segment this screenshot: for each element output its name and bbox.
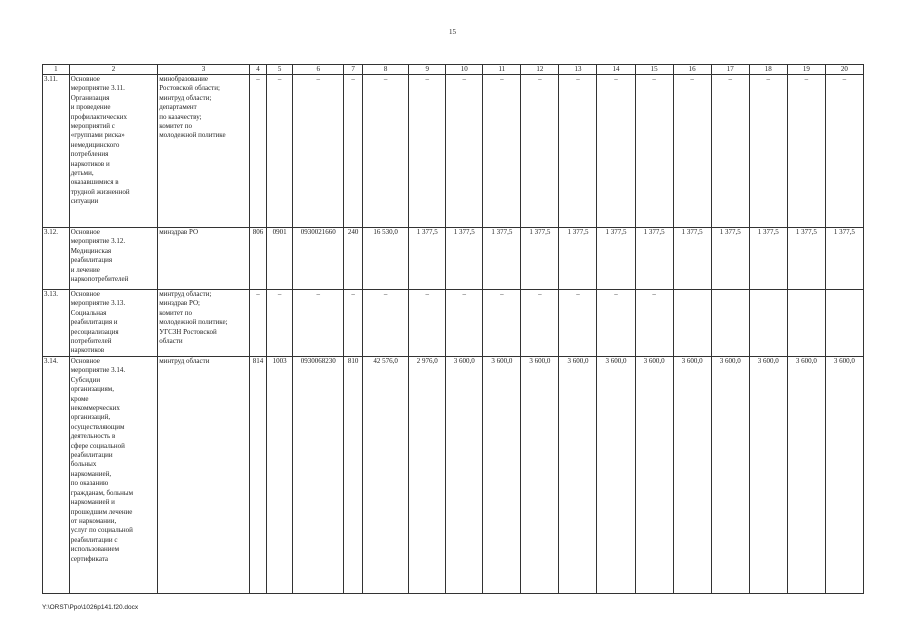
- table-cell: –: [597, 75, 635, 228]
- row-number: 3.13.: [43, 290, 70, 357]
- row-number: 3.14.: [43, 357, 70, 594]
- column-header: 8: [362, 65, 408, 75]
- table-cell: –: [344, 290, 363, 357]
- table-cell: 0901: [267, 228, 293, 290]
- table-cell: 42 576,0: [362, 357, 408, 594]
- table-cell: –: [249, 290, 266, 357]
- table-cell: 0930068230: [292, 357, 343, 594]
- column-header: 9: [409, 65, 446, 75]
- executor: минздрав РО: [158, 228, 250, 290]
- table-cell: –: [559, 290, 597, 357]
- executor: минобразование Ростовской области; минтруд области; департамент по казачеству; комитет по молодежной политике: [158, 75, 250, 228]
- table-cell: 3 600,0: [711, 357, 749, 594]
- table-cell: 1 377,5: [673, 228, 711, 290]
- table-cell: 1 377,5: [749, 228, 787, 290]
- program-table: [42, 64, 864, 594]
- page-number: 15: [449, 28, 456, 36]
- table-cell: 3 600,0: [825, 357, 863, 594]
- column-header: 20: [825, 65, 863, 75]
- column-header: 15: [635, 65, 673, 75]
- table-cell: 1 377,5: [635, 228, 673, 290]
- table-cell: –: [521, 75, 559, 228]
- table-cell: 3 600,0: [483, 357, 521, 594]
- column-header: 19: [787, 65, 825, 75]
- measure-name: Основное мероприятие 3.11. Организация и проведение профилактических мероприятий с «группами риска» немедицинского потребления наркотиков и детьми, оказавшимися в трудной жизненной ситуации: [69, 75, 157, 228]
- table-cell: –: [635, 290, 673, 357]
- measure-name: Основное мероприятие 3.14. Субсидии организациям, кроме некоммерческих организаций, осуществляющим деятельность в сфере социальной реабилитации больных наркоманией, по оказанию гражданам, больным наркоманией и прошедшим лечение от наркомании, услуг по социальной реабилитации с использованием сертификата: [69, 357, 157, 594]
- table-row: [43, 357, 864, 594]
- table-cell: 3 600,0: [446, 357, 483, 594]
- table-cell: 0930021660: [292, 228, 343, 290]
- table-cell: –: [344, 75, 363, 228]
- table-cell: –: [292, 75, 343, 228]
- column-header: 11: [483, 65, 521, 75]
- measure-name: Основное мероприятие 3.12. Медицинская реабилитация и лечение наркопотребителей: [69, 228, 157, 290]
- table-cell: 3 600,0: [559, 357, 597, 594]
- table-cell: 1 377,5: [446, 228, 483, 290]
- table-cell: 1 377,5: [483, 228, 521, 290]
- table-cell: –: [559, 75, 597, 228]
- table-cell: –: [749, 75, 787, 228]
- column-header: 4: [249, 65, 266, 75]
- measure-name: Основное мероприятие 3.13. Социальная реабилитация и ресоциализация потребителей наркотиков: [69, 290, 157, 357]
- table-row: [43, 75, 864, 228]
- table-cell: 814: [249, 357, 266, 594]
- table-cell: [673, 290, 711, 357]
- table-cell: 3 600,0: [597, 357, 635, 594]
- table-cell: –: [267, 75, 293, 228]
- table-cell: –: [362, 75, 408, 228]
- column-header: 16: [673, 65, 711, 75]
- table-cell: 1003: [267, 357, 293, 594]
- table-cell: –: [825, 75, 863, 228]
- column-header: 2: [69, 65, 157, 75]
- table-cell: 1 377,5: [597, 228, 635, 290]
- row-number: 3.11.: [43, 75, 70, 228]
- table-cell: –: [267, 290, 293, 357]
- executor: минтруд области; минздрав РО; комитет по молодежной политике; УГСЗН Ростовской области: [158, 290, 250, 357]
- table-cell: –: [292, 290, 343, 357]
- row-number: 3.12.: [43, 228, 70, 290]
- table-cell: 3 600,0: [673, 357, 711, 594]
- table-cell: 1 377,5: [711, 228, 749, 290]
- table-cell: –: [362, 290, 408, 357]
- table-cell: 240: [344, 228, 363, 290]
- column-header: 17: [711, 65, 749, 75]
- table-cell: 1 377,5: [787, 228, 825, 290]
- table-cell: –: [446, 290, 483, 357]
- table-cell: –: [787, 75, 825, 228]
- column-header: 1: [43, 65, 70, 75]
- table-cell: –: [483, 290, 521, 357]
- column-header: 5: [267, 65, 293, 75]
- column-header: 13: [559, 65, 597, 75]
- table-cell: 3 600,0: [635, 357, 673, 594]
- table-cell: 1 377,5: [559, 228, 597, 290]
- table-cell: –: [521, 290, 559, 357]
- table-cell: –: [409, 290, 446, 357]
- column-header: 12: [521, 65, 559, 75]
- column-header: 14: [597, 65, 635, 75]
- table-cell: 1 377,5: [409, 228, 446, 290]
- table-cell: [711, 290, 749, 357]
- table-cell: [825, 290, 863, 357]
- table-cell: 806: [249, 228, 266, 290]
- column-header: 3: [158, 65, 250, 75]
- table-cell: 16 530,0: [362, 228, 408, 290]
- executor: минтруд области: [158, 357, 250, 594]
- table-cell: 1 377,5: [521, 228, 559, 290]
- table-cell: –: [673, 75, 711, 228]
- column-header: 6: [292, 65, 343, 75]
- table-cell: –: [249, 75, 266, 228]
- table-cell: –: [483, 75, 521, 228]
- table-cell: 810: [344, 357, 363, 594]
- table-cell: [787, 290, 825, 357]
- file-path-footer: Y:\ORST\Ppo\1026p141.f20.docx: [42, 604, 139, 611]
- table-row: [43, 290, 864, 357]
- table-cell: –: [409, 75, 446, 228]
- column-header: 7: [344, 65, 363, 75]
- table-cell: 3 600,0: [787, 357, 825, 594]
- table-cell: –: [446, 75, 483, 228]
- table-cell: [749, 290, 787, 357]
- table-cell: 3 600,0: [749, 357, 787, 594]
- column-header: 18: [749, 65, 787, 75]
- table-cell: 3 600,0: [521, 357, 559, 594]
- column-number-row: [43, 65, 864, 75]
- table-cell: –: [711, 75, 749, 228]
- table-cell: 1 377,5: [825, 228, 863, 290]
- table-cell: –: [635, 75, 673, 228]
- table-cell: –: [597, 290, 635, 357]
- table-row: [43, 228, 864, 290]
- table-cell: 2 976,0: [409, 357, 446, 594]
- column-header: 10: [446, 65, 483, 75]
